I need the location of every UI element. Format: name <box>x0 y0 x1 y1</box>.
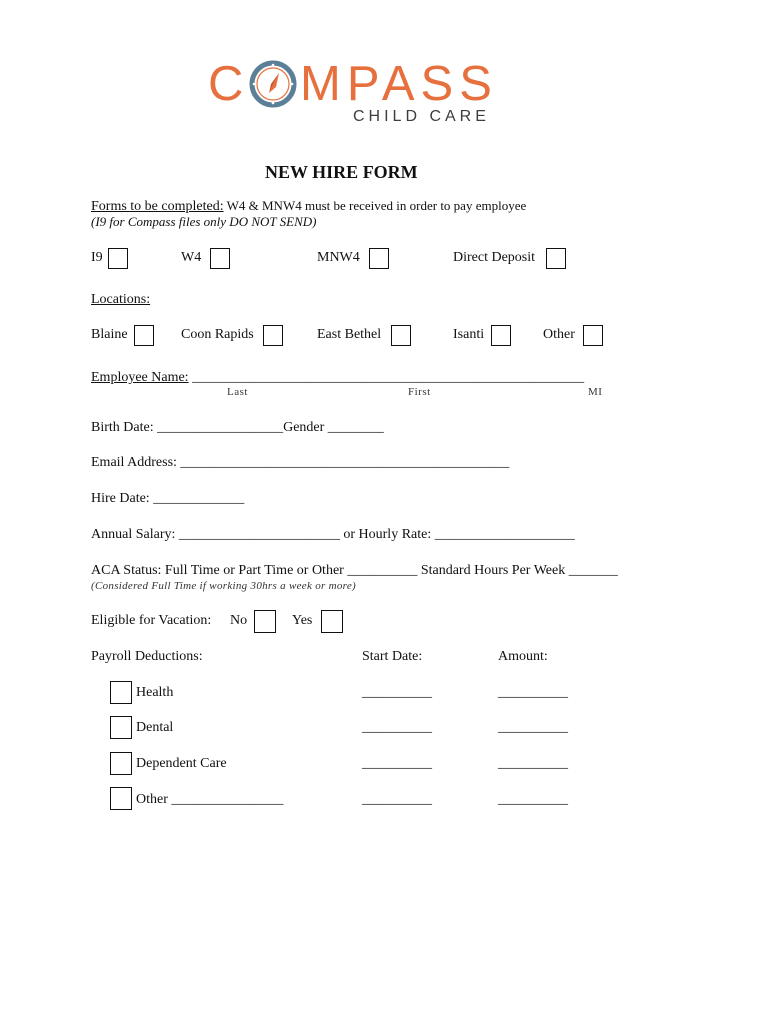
forms-label: Forms to be completed: <box>91 199 224 214</box>
dental-start-date-field[interactable]: __________ <box>362 720 432 735</box>
vacation-no-label: No <box>230 613 248 628</box>
vacation-label: Eligible for Vacation: <box>91 613 212 628</box>
location-isanti-label: Isanti <box>453 327 485 342</box>
dental-amount-field[interactable]: __________ <box>498 720 568 735</box>
checkbox-blaine[interactable] <box>134 325 154 346</box>
checkbox-i9[interactable] <box>108 248 128 269</box>
form-type-i9-label: I9 <box>91 250 103 265</box>
checkbox-east-bethel[interactable] <box>391 325 411 346</box>
locations-label: Locations: <box>91 292 151 307</box>
other-amount-field[interactable]: __________ <box>498 792 568 807</box>
employee-name-row <box>91 370 584 386</box>
deduction-other-field[interactable]: Other ________________ <box>136 792 284 807</box>
checkbox-dental[interactable] <box>110 716 132 739</box>
form-type-mnw4-label: MNW4 <box>317 250 360 265</box>
checkbox-health[interactable] <box>110 681 132 704</box>
health-amount-field[interactable]: __________ <box>498 685 568 700</box>
vacation-yes-label: Yes <box>292 613 313 628</box>
form-type-w4-label: W4 <box>181 250 202 265</box>
location-east-bethel-label: East Bethel <box>317 327 382 342</box>
logo-letters-mpass: MPASS <box>300 57 498 111</box>
checkbox-vacation-yes[interactable] <box>321 610 343 633</box>
location-other-label: Other <box>543 327 575 342</box>
checkbox-other-location[interactable] <box>583 325 603 346</box>
location-blaine-label: Blaine <box>91 327 128 342</box>
aca-note: (Considered Full Time if working 30hrs a week or more) <box>91 580 357 592</box>
checkbox-isanti[interactable] <box>491 325 511 346</box>
checkbox-w4[interactable] <box>210 248 230 269</box>
checkbox-dependent-care[interactable] <box>110 752 132 775</box>
location-coon-rapids-label: Coon Rapids <box>181 327 254 342</box>
other-start-date-field[interactable]: __________ <box>362 792 432 807</box>
logo-letter-c: C <box>208 57 250 111</box>
form-title: NEW HIRE FORM <box>265 162 418 182</box>
checkbox-other-deduction[interactable] <box>110 787 132 810</box>
name-part-last: Last <box>227 386 248 398</box>
form-type-direct-deposit-label: Direct Deposit <box>453 250 536 265</box>
name-part-mi: MI <box>588 386 603 398</box>
email-field[interactable]: Email Address: _______________________________________________ <box>91 455 510 470</box>
dependent-care-amount-field[interactable]: __________ <box>498 756 568 771</box>
compass-icon <box>248 59 298 109</box>
birth-date-gender-field[interactable]: Birth Date: __________________Gender ________ <box>91 420 384 435</box>
payroll-deductions-label: Payroll Deductions: <box>91 649 203 664</box>
checkbox-mnw4[interactable] <box>369 248 389 269</box>
health-start-date-field[interactable]: __________ <box>362 685 432 700</box>
checkbox-vacation-no[interactable] <box>254 610 276 633</box>
deduction-health-label: Health <box>136 685 174 700</box>
dependent-care-start-date-field[interactable]: __________ <box>362 756 432 771</box>
amount-header: Amount: <box>498 649 548 664</box>
deduction-dependent-care-label: Dependent Care <box>136 756 227 771</box>
logo-subtitle: CHILD CARE <box>353 108 490 125</box>
employee-name-field[interactable]: ________________________________________________________ <box>192 370 585 385</box>
salary-field[interactable]: Annual Salary: _______________________ or Hourly Rate: ____________________ <box>91 527 575 542</box>
deduction-dental-label: Dental <box>136 720 174 735</box>
checkbox-coon-rapids[interactable] <box>263 325 283 346</box>
forms-note-2: (I9 for Compass files only DO NOT SEND) <box>91 214 317 229</box>
hire-date-field[interactable]: Hire Date: _____________ <box>91 491 245 506</box>
start-date-header: Start Date: <box>362 649 423 664</box>
name-part-first: First <box>408 386 431 398</box>
forms-note: W4 & MNW4 must be received in order to pay employee <box>223 198 527 213</box>
aca-status-field[interactable]: ACA Status: Full Time or Part Time or Other __________ Standard Hours Per Week _______ <box>91 563 618 578</box>
checkbox-direct-deposit[interactable] <box>546 248 566 269</box>
forms-line <box>91 198 526 215</box>
employee-name-label: Employee Name: <box>91 370 189 385</box>
